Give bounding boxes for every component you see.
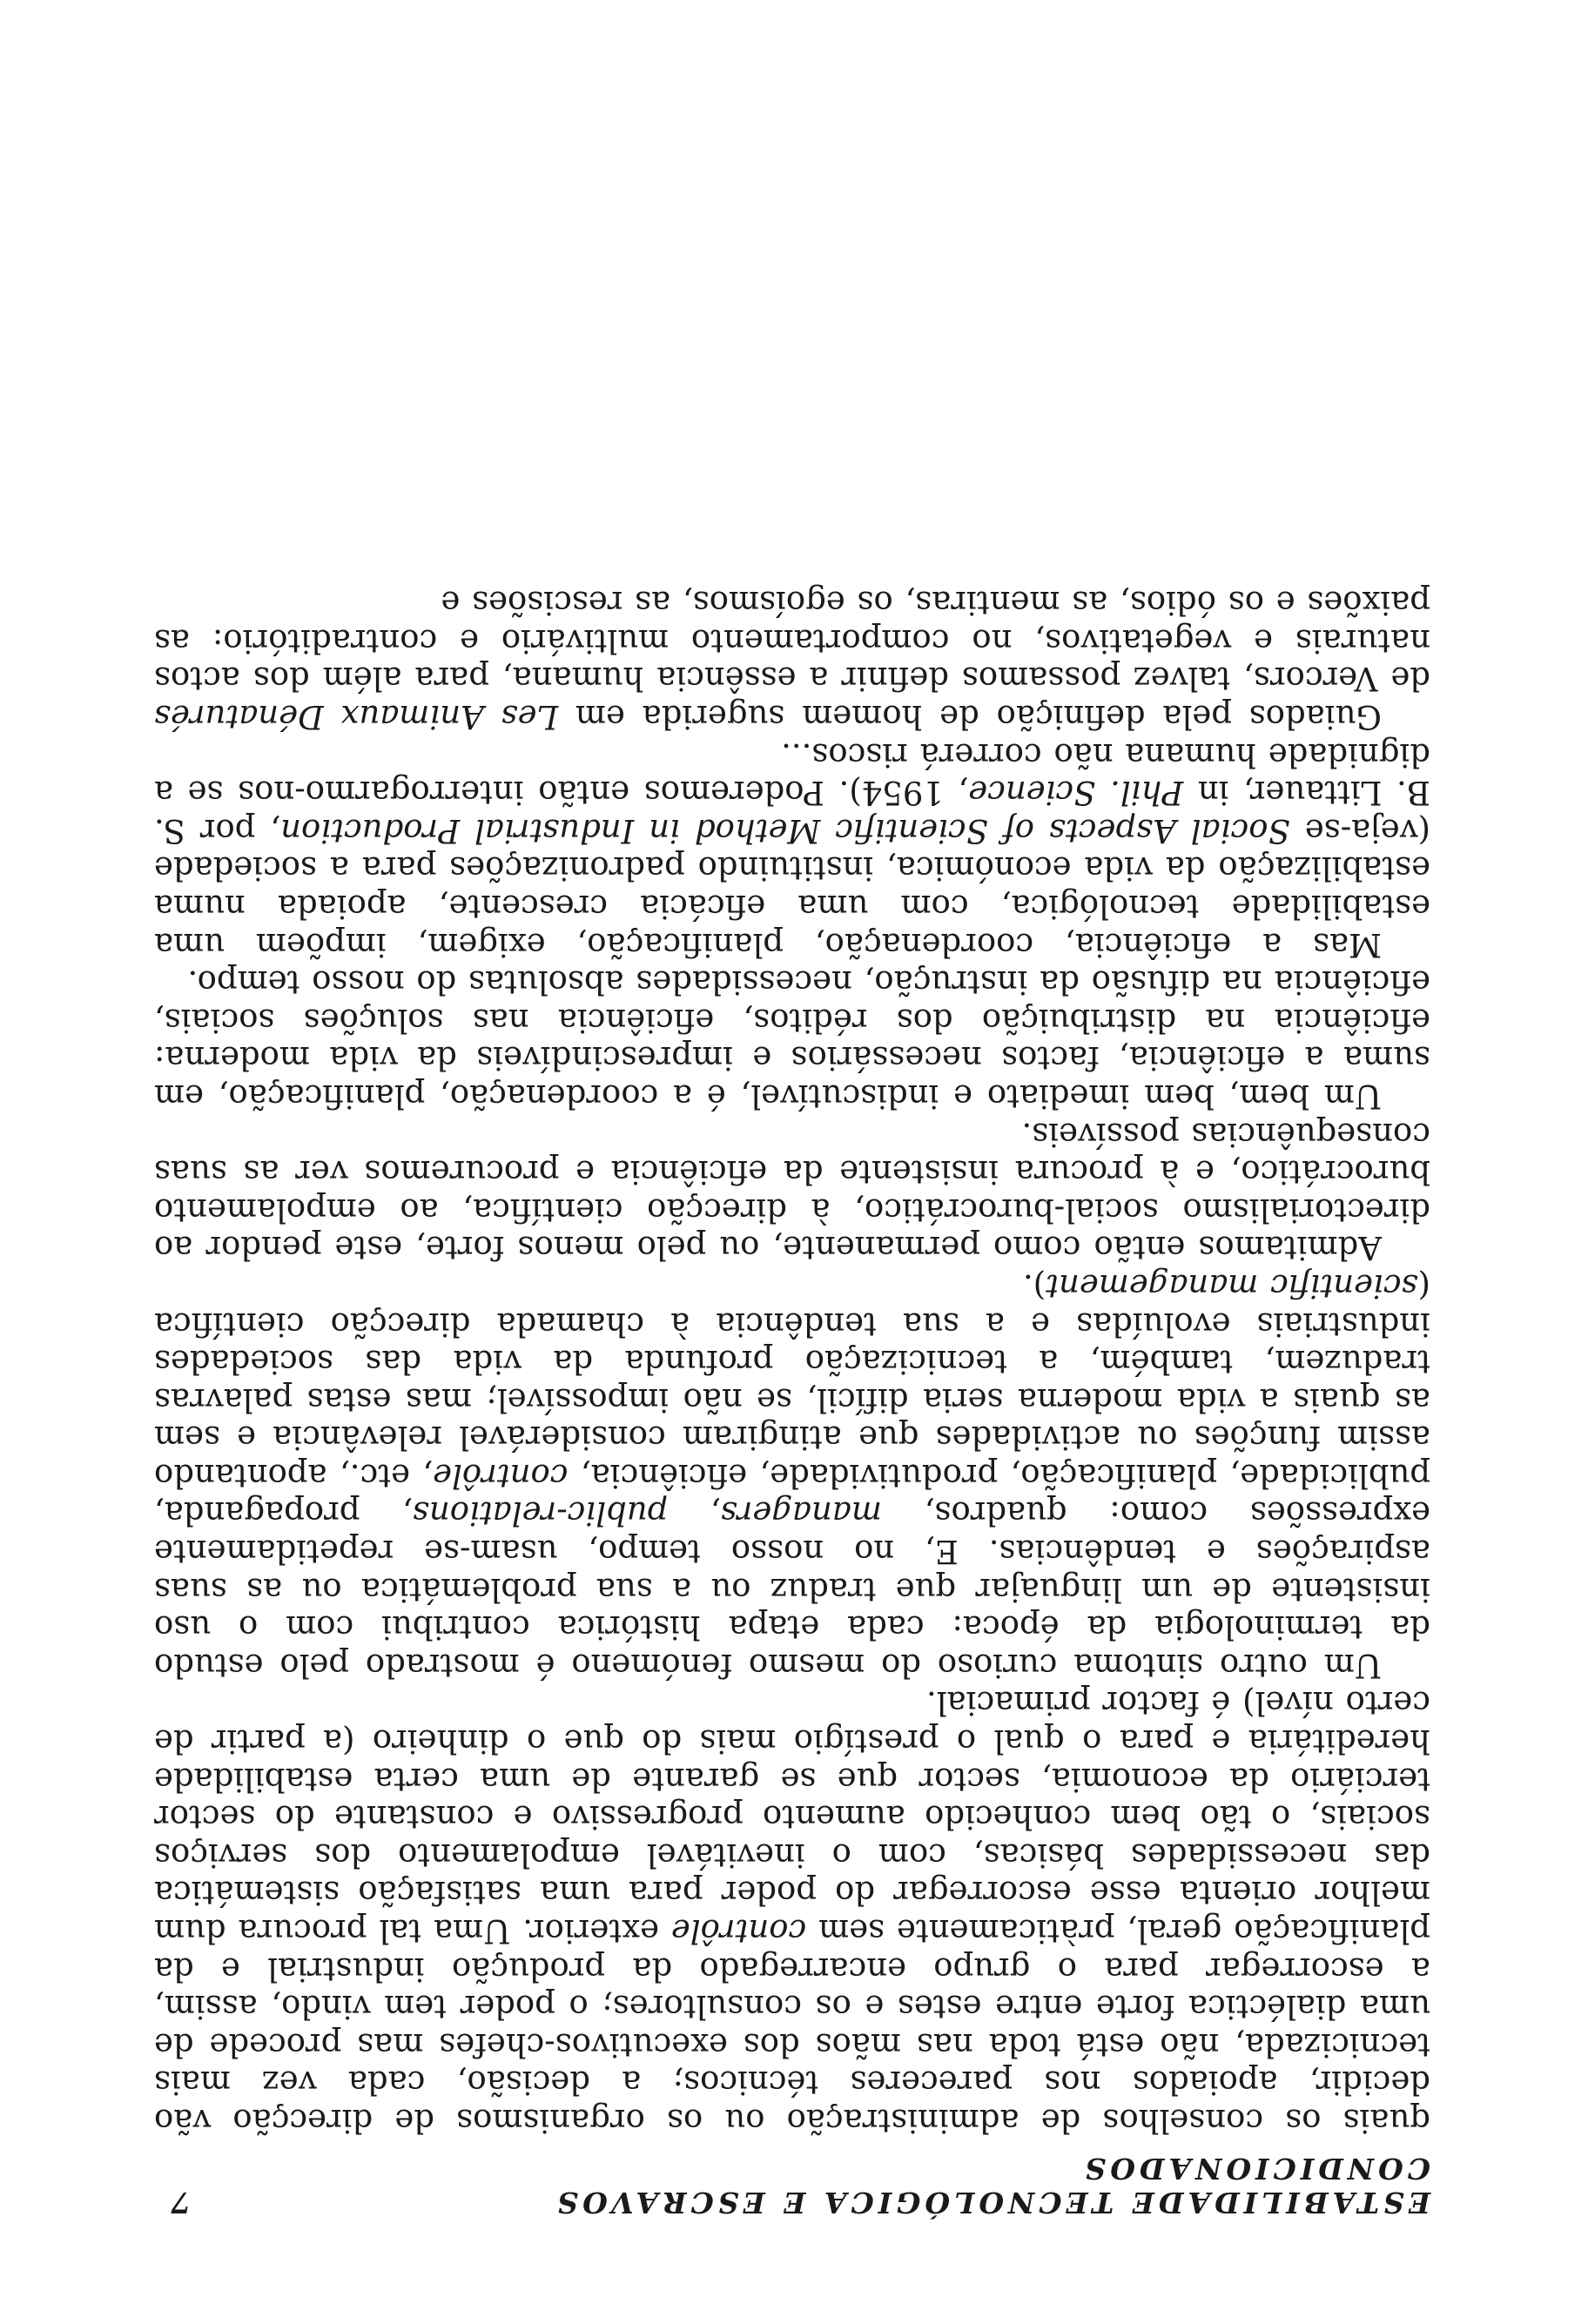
italic-text: Phil. Science: [968, 774, 1184, 812]
italic-text: scientific management: [1046, 1266, 1418, 1305]
italic-text: Les Animaux Dénaturés: [154, 698, 559, 736]
running-head: [154, 2152, 1430, 2220]
body-paragraph: [154, 964, 1430, 1115]
italic-text: contrôle: [670, 1912, 807, 1951]
italic-text: Social Aspects of Scientific Method in Industrial Production: [280, 811, 1290, 850]
paragraph-text: Um bem, bem imediato e indiscutível, é a coordenação, planificação, em suma a eficiência, factos necessários e imprescindíveis da vida moderna: eficiência na distribuição dos réditos, eficiência nas soluções sociais, eficiência na difusão da instrução, necessidades absolutas do nosso tempo.: [154, 964, 1430, 1115]
paragraph-text: , 1954). Poderemos então interrogarmo-nos se a dignidade humana não correrá riscos...: [154, 735, 1430, 812]
body-paragraph: [154, 735, 1430, 964]
page-content: [154, 584, 1430, 2220]
paragraph-text: quais os conselhos de administração ou os organismos de direcção vão decidir, apoiados nos pareceres técnicos; a decisão, cada vez mais tecnicizada, não está toda nas mãos dos executivos-chefes mas procede de uma dialéctica forte entre estes e os consultores; o poder tem vindo, assim, a escorregar para o grupo encarregado da produção industrial e da planificação geral, pràticamente sem: [154, 1912, 1430, 2139]
paragraph-text: , por S. B. Littauer, in: [154, 774, 1430, 850]
paragraph-text: ,: [668, 1494, 721, 1533]
paragraph-text: , propaganda, publicidade, planificação, produtividade, eficiência,: [154, 1456, 1430, 1533]
paragraph-text: exterior. Uma tal procura dum melhor orienta esse escorregar do poder para uma satisfação sistemática das necessidades básicas, com o inevitável empolamento dos serviços sociais, o tão bem conhecido aumento progressivo e constante do sector terciário da economia, sector que se garante de uma certa estabilidade hereditária e para o qual o prestígio mais do que o dinheiro (a partir de certo nível) é factor primacial.: [154, 1684, 1430, 1951]
paragraph-text: Admitamos então como permanente, ou pelo menos forte, este pendor ao directorialismo social-burocrático, à direcção científica, ao empolamento burocrático, e à procura insistente da eficiência e procuremos ver as suas consequências possíveis.: [154, 1115, 1430, 1267]
page-number: 7: [166, 2186, 191, 2220]
body-paragraph: [154, 1266, 1430, 1684]
body-paragraph: [154, 584, 1430, 735]
paragraph-text: , etc., apontando assim funções ou actividades que atingiram considerável relevância e sem as quais a vida moderna seria difícil, se não impossível; mas estas palavras traduzem, também, a tecnicização profunda da vida das sociedades industriais evoluídas e a sua tendência à chamada direcção científica (: [154, 1266, 1430, 1494]
running-title: ESTABILIDADE TECNOLÓGICA E ESCRAVOS CONDICIONADOS: [553, 2152, 1430, 2220]
body-paragraph: [154, 1684, 1430, 2139]
italic-text: managers: [720, 1494, 883, 1533]
paragraph-text: Mas a eficiência, coordenação, planificação, exigem, impõem uma estabilidade tecnológica, com uma eficácia crescente, apoiada numa estabilização da vida económica, instituindo padronizações para a sociedade (veja-se: [154, 811, 1430, 964]
body-paragraph: [154, 1115, 1430, 1266]
italic-text: contrôle: [433, 1456, 569, 1494]
paragraph-text: Um outro sintoma curioso do mesmo fenómeno é mostrado pelo estudo da terminologia da época: cada etapa histórica contribui com o uso insistente de um linguajar que traduz ou a sua problemática ou as suas aspirações e tendências. E, no nosso tempo, usam-se repetidamente expressões como: quadros,: [154, 1494, 1430, 1684]
italic-text: public-relations: [412, 1494, 669, 1533]
paragraph-text: de Vercors, talvez possamos definir a essência humana, para além dos actos naturais e vegetativos, no comportamento multivário e contraditório: as paixões e os ódios, as mentiras, os egoísmos, as rescisões e: [154, 584, 1430, 698]
paragraph-text: Guiados pela definição de homem sugerida em: [558, 698, 1382, 736]
body-text: [154, 584, 1430, 2139]
paragraph-text: ).: [1022, 1266, 1046, 1305]
